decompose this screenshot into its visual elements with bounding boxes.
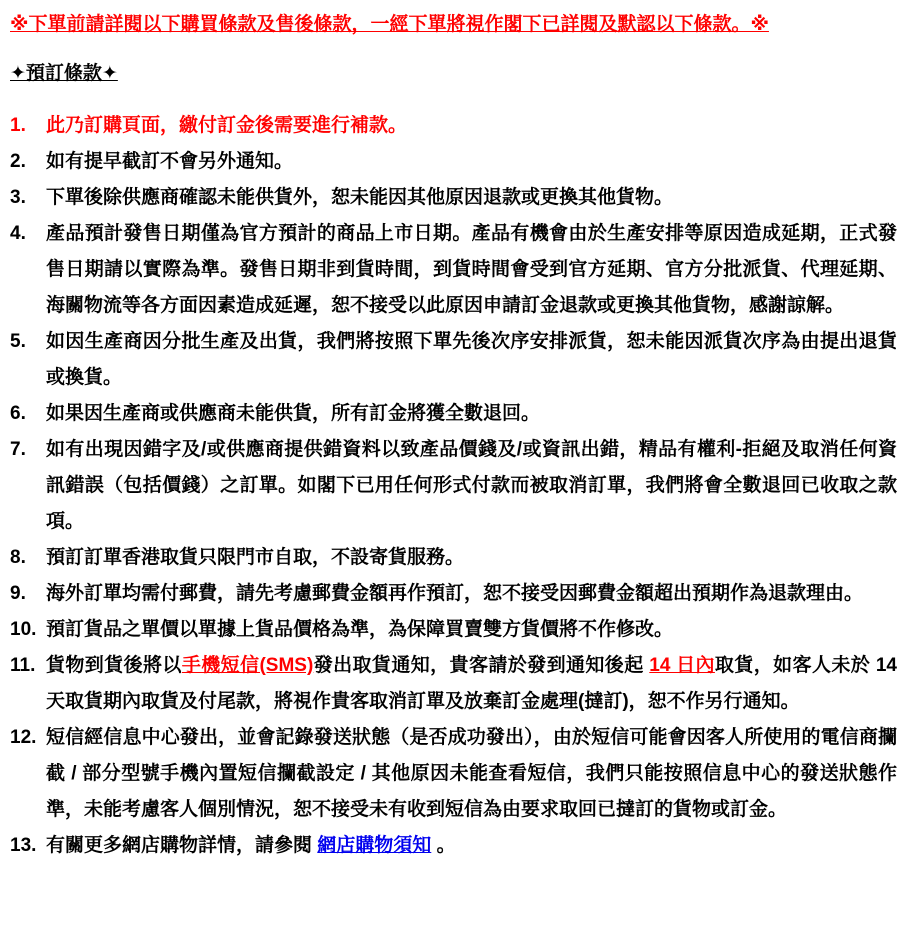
sms-highlight: 手機短信(SMS): [181, 655, 314, 676]
term-number: 3.: [10, 187, 26, 208]
term-item-2: [10, 144, 897, 180]
term-text: 如有出現因錯字及/或供應商提供錯資料以致產品價錢及/或資訊出錯，精品有權利-拒絕及取消任何資訊錯誤（包括價錢）之訂單。如閣下已用任何形式付款而被取消訂單，我們將會全數退回已收取之款項。: [46, 439, 897, 532]
term-number: 5.: [10, 331, 26, 352]
term-text: 如有提早截訂不會另外通知。: [46, 151, 294, 172]
term-item-4: [10, 216, 897, 324]
term-item-1: [10, 108, 897, 144]
term-number: 11.: [10, 655, 36, 676]
term-number: 4.: [10, 223, 26, 244]
term-item-10: [10, 612, 897, 648]
term-item-6: [10, 396, 897, 432]
term-number: 8.: [10, 547, 26, 568]
term-item-9: [10, 576, 897, 612]
term-number: 2.: [10, 151, 26, 172]
term-item-3: [10, 180, 897, 216]
term-item-12: [10, 720, 897, 828]
term-number: 1.: [10, 115, 26, 136]
term-number: 12.: [10, 727, 37, 748]
pickup-deadline-highlight: 14 日內: [649, 655, 715, 676]
preorder-terms-heading: ✦預訂條款✦: [10, 63, 118, 84]
term-text: 此乃訂購頁面，繳付訂金後需要進行補款。: [46, 115, 408, 136]
term-text: 有關更多網店購物詳情，請參閱 網店購物須知 。: [46, 835, 456, 856]
store-shopping-guide-link[interactable]: 網店購物須知: [317, 835, 432, 856]
terms-list: [10, 108, 897, 864]
term-text: 短信經信息中心發出，並會記錄發送狀態（是否成功發出），由於短信可能會因客人所使用的電信商攔截 / 部分型號手機內置短信攔截設定 / 其他原因未能查看短信，我們只能按照信息中心的發送狀態作準，未能考慮客人個別情況，恕不接受未有收到短信為由要求取回已撻訂的貨物或訂金。: [46, 727, 897, 820]
term-item-7: [10, 432, 897, 540]
purchase-notice-title: ※下單前請詳閱以下購買條款及售後條款，一經下單將視作閣下已詳閱及默認以下條款。※: [10, 14, 769, 35]
term-text: 下單後除供應商確認未能供貨外，恕未能因其他原因退款或更換其他貨物。: [46, 187, 674, 208]
term-number: 10.: [10, 619, 37, 640]
term-text: 產品預計發售日期僅為官方預計的商品上市日期。產品有機會由於生產安排等原因造成延期，正式發售日期請以實際為準。發售日期非到貨時間，到貨時間會受到官方延期、官方分批派貨、代理延期、海關物流等各方面因素造成延遲，恕不接受以此原因申請訂金退款或更換其他貨物，感謝諒解。: [46, 223, 897, 316]
term-text: 海外訂單均需付郵費，請先考慮郵費金額再作預訂，恕不接受因郵費金額超出預期作為退款理由。: [46, 583, 864, 604]
term-text: 預訂訂單香港取貨只限門市自取，不設寄貨服務。: [46, 547, 465, 568]
term-text: 預訂貨品之單價以單據上貨品價格為準，為保障買賣雙方貨價將不作修改。: [46, 619, 674, 640]
term-number: 7.: [10, 439, 26, 460]
term-text: 貨物到貨後將以手機短信(SMS)發出取貨通知，貴客請於發到通知後起 14 日內取貨，如客人未於 14 天取貨期內取貨及付尾款，將視作貴客取消訂單及放棄訂金處理(撻訂)，恕不作另行通知。: [46, 655, 897, 712]
term-text: 如因生產商因分批生產及出貨，我們將按照下單先後次序安排派貨，恕未能因派貨次序為由提出退貨或換貨。: [46, 331, 897, 388]
term-text: 如果因生產商或供應商未能供貨，所有訂金將獲全數退回。: [46, 403, 541, 424]
term-item-5: [10, 324, 897, 396]
term-number: 13.: [10, 835, 37, 856]
term-item-8: [10, 540, 897, 576]
term-number: 9.: [10, 583, 26, 604]
term-number: 6.: [10, 403, 26, 424]
term-item-13: [10, 828, 897, 864]
term-item-11: [10, 648, 897, 720]
